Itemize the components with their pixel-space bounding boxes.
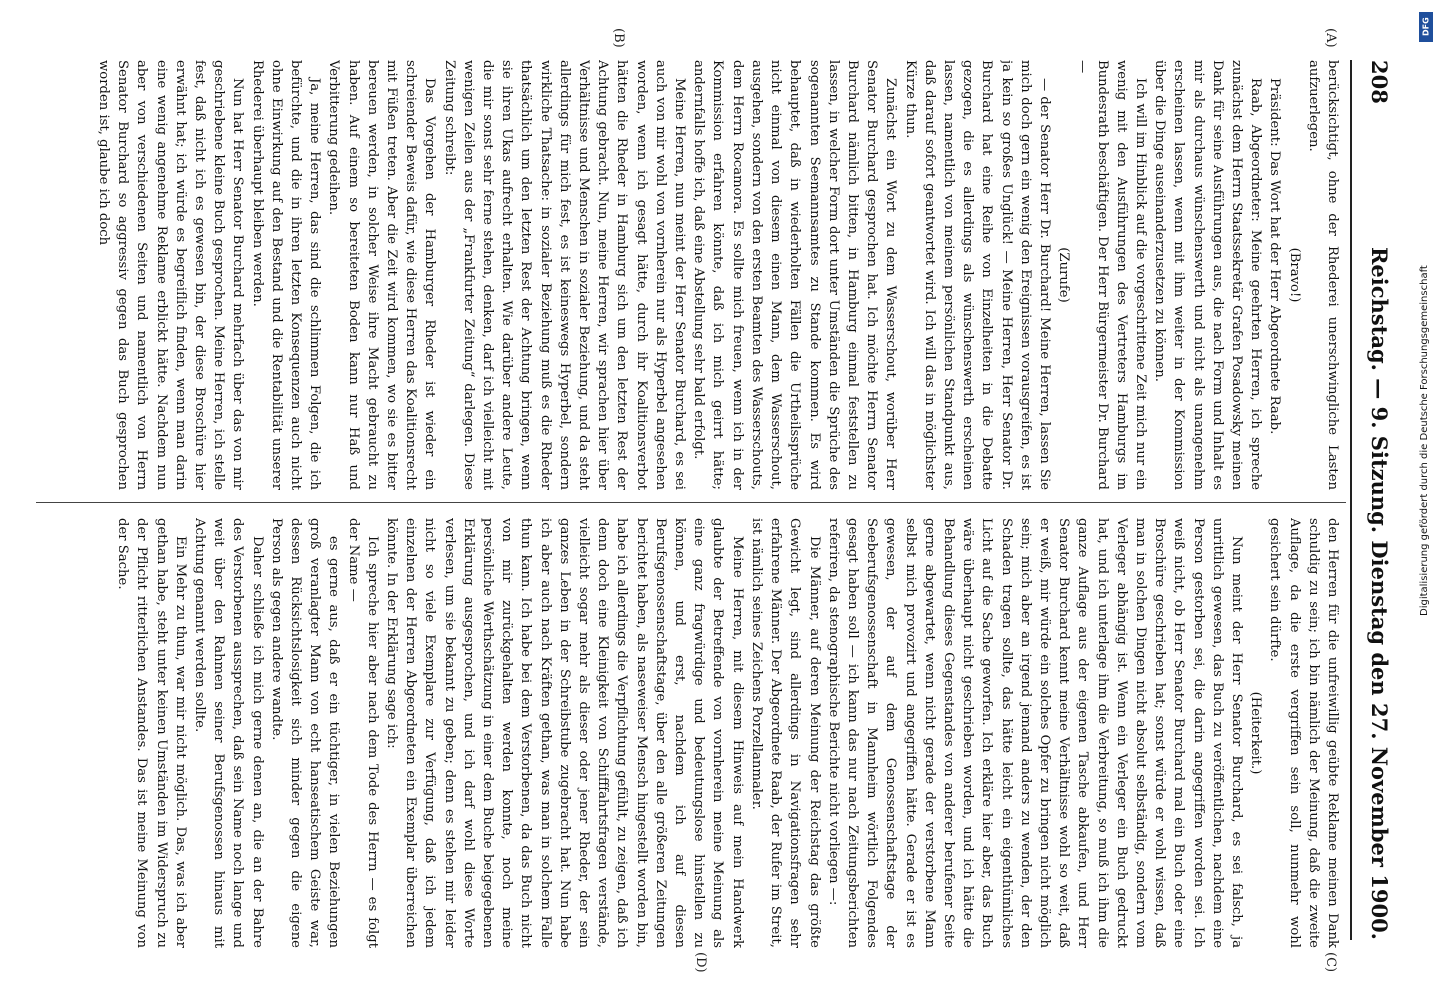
quotation: Daher schließe ich mich gerne denen an, die an der Bahre des Verstorbenen aussprechen, daß sein Name noch lange und weit über den Rahmen seiner Berufsgenossen hinaus mit Achtung genannt werden sollte. xyxy=(192,518,265,948)
paragraph: — der Senator Herr Dr. Burchard! Meine Herren, lassen Sie mich doch gern ein wenig den Ereignissen vorausgreifen, es ist ja kein so großes Unglück! — Meine Herren, Herr Senator Dr. Burchard hat eine Reihe von Einzelheiten in die Debatte gezogen, die es allerdings als wünschenswerth erscheinen lassen, namentlich von meinem persönlichen Standpunkt aus, daß darauf sofort geantwortet wird. Ich will das in möglichster Kürze thun. xyxy=(902,60,1052,490)
paragraph: Ja, meine Herren, das sind die schlimmen Folgen, die ich befürchte, und die in ihren letzten Konsequenzen auch nicht ohne Einwirkung auf den Bestand und die Rentabilität unserer Rhederei überhaupt bleiben werden. xyxy=(249,60,323,490)
paragraph: Nun hat Herr Senator Burchard mehrfach über das von mir geschriebene kleine Buch gesprochen. Meine Herren, ich stelle fest, daß nicht ich es gewesen bin, der diese Broschüre hier erwähnt hat; ich würde es begreiflich finden, wenn man darin eine wenig angenehme Reklame erblickt hätte. Nachdem nun aber von verschiedenen Seiten und namentlich von Herrn Senator Burchard so aggressiv gegen das Buch gesprochen worden ist, glaube ich doch xyxy=(96,60,246,490)
header-rule xyxy=(1350,60,1352,940)
dfg-logo: DFG xyxy=(1419,12,1433,42)
quotation: es gerne aus, daß er ein tüchtiger, in vielen Beziehungen groß veranlagter Mann von echt hanseatischem Geiste war, dessen Rücksichtslosigkeit sich minder gegen die eigene Person als gegen andere wandte. xyxy=(268,518,342,948)
credit-text: Digitalisierung gefördert durch die Deutsche Forschungsgemeinschaft xyxy=(1419,265,1430,616)
paragraph: Meine Herren, nun meint der Herr Senator Burchard, es sei auch von mir wohl von vornherein nur als Hyperbel angesehen worden, wenn ich gesagt hätte, durch ihr Koalitionsverbot hätten die Rheder in Hamburg sich um den letzten Rest der Achtung gebracht. Nun, meine Herren, wir sprachen hier über Verhältnisse und Menschen in sozialer Beziehung, und da steht allerdings für mich fest, es ist keineswegs Hyperbel, sondern wirkliche Thatsache: in sozialer Beziehung muß es die Rheder thatsächlich um den letzten Rest der Achtung bringen, wenn sie ihren Ukas aufrecht erhalten. Wie darüber andere Leute, die mir sonst sehr ferne stehen, denken, darf ich vielleicht mit wenigen Zeilen aus der „Frankfurter Zeitung“ darlegen. Diese Zeitung schreibt: xyxy=(441,60,688,490)
right-column xyxy=(42,518,1342,948)
interjection: (Heiterkeit.) xyxy=(1248,691,1264,775)
page-title: Reichstag. — 9. Sitzung. Dienstag den 27. November 1900. xyxy=(1367,246,1393,940)
paragraph: berücksichtigt, ohne der Rhederei unerschwingliche Lasten aufzuerlegen. xyxy=(1305,60,1340,490)
paragraph: Nun meint der Herr Senator Burchard, es sei falsch, ja unrittlich gewesen, das Buch zu veröffentlichen, nachdem eine Person gestorben sei, die darin angegriffen worden sei. Ich weiß nicht, ob Herr Senator Burchard mal ein Buch oder eine Broschüre geschrieben hat; sonst würde er wohl wissen, daß man in solchen Dingen nicht absolut selbständig, sondern vom Verleger abhängig ist. Wenn ein Verleger ein Buch gedruckt hat, und ich unterlage ihm die Verbreitung, so muß ich ihm die ganze Auflage aus der eigenen Tasche abkaufen, und Herr Senator Burchard kennt meine Verhältnisse wohl so weit, daß er weiß, mir würde ein solches Opfer zu bringen nicht möglich sein; mich aber an irgend jemand anders zu wenden, der den Schaden tragen sollte, das hätte leicht ein eigenthümliches Licht auf die Sache geworfen. Ich erkläre hier aber, das Buch wäre überhaupt nicht geschrieben worden, und ich hätte die Behandlung dieses Gegenstandes von anderer berufener Seite gerne abgewartet, wenn nicht gerade der verstorbene Mann selbst mich provozirt und angegriffen hätte. Gerade er ist es gewesen, der auf dem Genossenschaftstage der Seeberufsgenossenschaft in Mannheim wörtlich Folgendes gesagt haben soll — ich kann das nur nach Zeitungsberichten referiren, da stenographische Berichte nicht vorliegen —: xyxy=(825,518,1244,948)
column-divider xyxy=(36,502,1346,503)
digitization-credit xyxy=(1418,6,1434,996)
quotation: Die Männer, auf deren Meinung der Reichstag das größte Gewicht legt, sind allerdings in Navigationsfragen sehr erfahrene Männer. Der Abgeordnete Raab, der Rufer im Streit, ist nämlich seines Zeichens Porzellanmaler. xyxy=(748,518,822,948)
quotation: Ich spreche hier aber nach dem Tode des Herrn — es folgt der Name — xyxy=(345,518,380,948)
paragraph: Raab, Abgeordneter: Meine geehrten Herren, ich spreche zunächst dem Herrn Staatssekretär Grafen Posadowsky meinen Dank für seine Ausführungen aus, die nach Form und Inhalt es mir als durchaus wünschenswerth und nicht als unangenehm erscheinen lassen, wenn mit ihm weiter in der Kommission über die Dinge auseinanderzusetzen zu können. xyxy=(1152,60,1264,490)
quotation: Das Vorgehen der Hamburger Rheder ist wieder ein schreiender Beweis dafür, wie diese Herren das Koalitionsrecht mit Füßen treten. Aber die Zeit wird kommen, wo sie es bitter bereuen werden, in solcher Weise ihre Macht gebraucht zu haben. Auf einem so bereiteten Boden kann nur Haß und Verbitterung gedeihen. xyxy=(326,60,438,490)
paragraph: Ein Mehr zu thun, war mir nicht möglich. Das, was ich aber gethan habe, steht unter keinen Umständen im Widerspruch zu der Pflicht ritterlichen Anstandes. Das ist meine Meinung von der Sache. xyxy=(115,518,188,948)
margin-mark-b: (B) xyxy=(611,28,626,48)
margin-mark-a: (A) xyxy=(1323,28,1338,48)
paragraph: Präsident: Das Wort hat der Herr Abgeordnete Raab. xyxy=(1267,78,1283,435)
paragraph: den Herren für die unfreiwillig geübte Reklame meinen Dank schuldig zu sein; ich bin nämlich der Meinung, daß die zweite Auflage, da die erste vergriffen sein soll, nunmehr wohl gesichert sein dürfte. xyxy=(1267,518,1340,948)
page-number: 208 xyxy=(1367,60,1393,104)
paragraph: Zunächst ein Wort zu dem Wasserschout, worüber Herr Senator Burchard gesprochen hat. Ich möchte Herrn Senator Burchard nämlich bitten, in Hamburg einmal feststellen zu lassen, in welcher Form dort unter Umständen die Sprüche des sogenannten Seemannsamtes zu Stande kommen. Es wird behauptet, daß in wiederholten Fällen die Urtheilssprüche nicht einmal von diesem einen Mann, dem Wasserschout, ausgehen, sondern von den ersten Beamten des Wasserschouts, dem Herrn Rocamora. Es sollte mich freuen, wenn ich in der Kommission erfahren könnte, daß ich mich geirrt hätte; andernfalls hoffe ich, daß eine Abstellung sehr bald erfolgt. xyxy=(691,60,899,490)
margin-mark-d: (D) xyxy=(693,952,708,973)
interjection: (Bravo!) xyxy=(1286,247,1302,303)
running-header xyxy=(1360,60,1400,940)
margin-mark-c: (C) xyxy=(1323,952,1338,973)
interjection: (Zurufe) xyxy=(1056,247,1072,303)
left-column xyxy=(42,60,1342,490)
paragraph: Meine Herren, mit diesem Hinweis auf mein Handwerk glaubte der Betreffende von vornherein meine Meinung als eine ganz fragwürdige und bedeutungslose hinstellen zu können, und erst, nachdem ich auf diesen Berufsgenossenschaftstage, über den alle größeren Zeitungen berichtet haben, als naseweiser Mensch hingestellt worden bin, habe ich allerdings die Verpflichtung gefühlt, zu zeigen, daß ich denn doch eine Kleinigkeit von Schifffahrtsfragen verstände, vielleicht sogar mehr als dieser oder jener Rheder, der sein ganzes Leben in der Schreibstube zugebracht hat. Nun habe ich aber auch nach Kräften gethan, was man in solchem Falle thun kann. Ich habe bei dem Verstorbenen, da das Buch nicht von mir zurückgehalten werden konnte, noch meine persönliche Werthschätzung in einer dem Buche beigegebenen Erklärung ausgesprochen, und ich darf wohl diese Worte verlesen, um sie bekannt zu geben; denn es stehen mir leider nicht so viele Exemplare zur Verfügung, daß ich jedem einzelnen der Herren Abgeordneten ein Exemplar überreichen könnte. In der Erklärung sage ich: xyxy=(384,518,745,948)
paragraph: Ich will im Hinblick auf die vorgeschrittene Zeit mich nur ein wenig mit den Ausführungen des Vertreters Hamburgs im Bundesrath beschäftigen. Der Herr Bürgermeister Dr. Burchard — xyxy=(1075,60,1148,490)
